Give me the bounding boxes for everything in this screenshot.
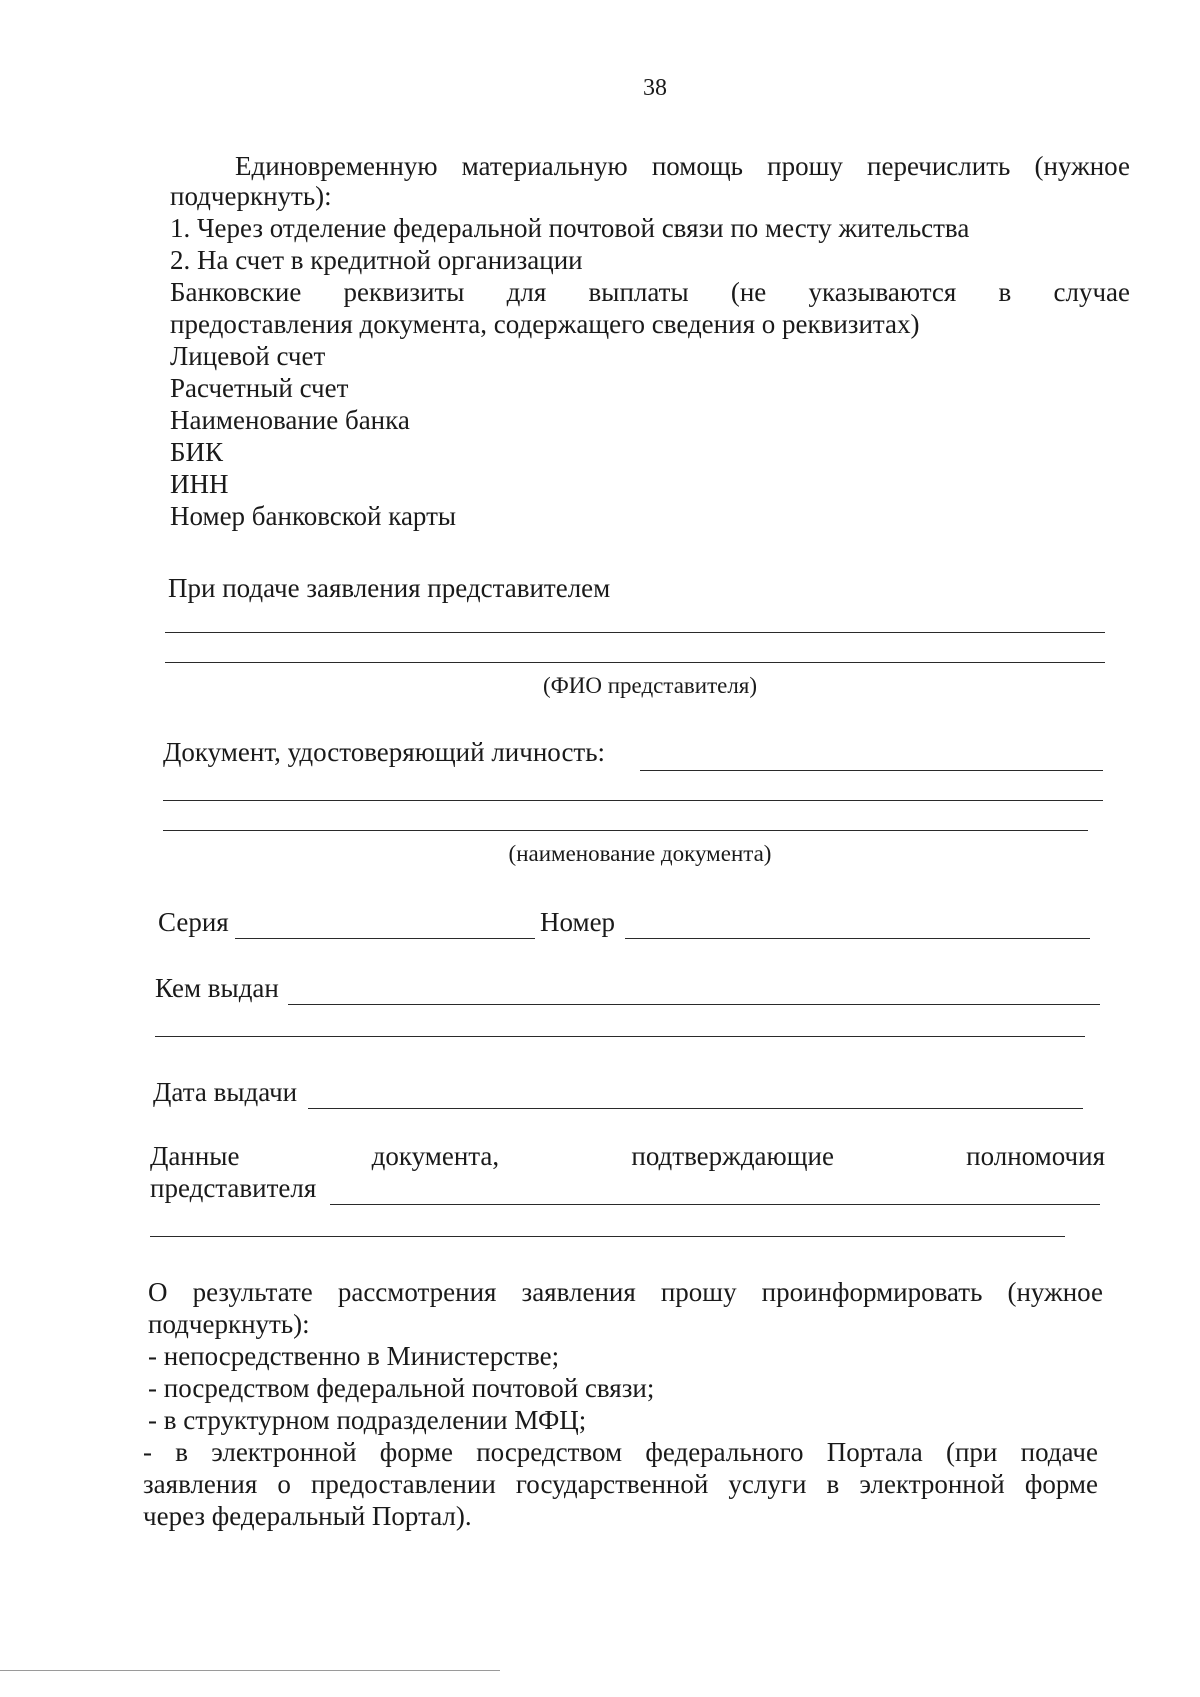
payment-intro — [235, 150, 1130, 182]
payment-intro-line1: Единовременную материальную помощь прошу перечислить (нужное — [235, 151, 1130, 181]
authority-document — [150, 1140, 1105, 1172]
id-document-line-3[interactable] — [163, 830, 1088, 831]
bank-details-note-line1: Банковские реквизиты для выплаты (не указываются в случае — [170, 277, 1130, 307]
issued-by-label: Кем выдан — [155, 973, 279, 1003]
authority-line-2[interactable] — [150, 1236, 1065, 1237]
result-intro — [148, 1276, 1103, 1308]
representative-heading: При подаче заявления представителем — [168, 573, 611, 603]
id-document-label: Документ, удостоверяющий личность: — [163, 737, 606, 767]
bank-details-note — [170, 276, 1130, 308]
fio-line-1[interactable] — [165, 632, 1105, 633]
fio-caption: (ФИО представителя) — [542, 673, 758, 698]
series-line[interactable] — [235, 938, 535, 939]
series-label: Серия — [158, 907, 229, 937]
authority-line-1[interactable] — [330, 1204, 1100, 1205]
page-bottom-rule — [0, 1670, 500, 1671]
settlement-account-label: Расчетный счет — [170, 373, 349, 403]
number-line[interactable] — [625, 938, 1090, 939]
fio-line-2[interactable] — [165, 662, 1105, 663]
issued-by-line-1[interactable] — [288, 1004, 1100, 1005]
issued-by-line-2[interactable] — [155, 1036, 1085, 1037]
doc-name-caption: (наименование документа) — [508, 841, 772, 866]
result-option-ministry: - непосредственно в Министерстве; — [148, 1341, 560, 1371]
result-option-post: - посредством федеральной почтовой связи; — [148, 1373, 655, 1403]
bank-details-note-line2: предоставления документа, содержащего сведения о реквизитах) — [170, 309, 920, 339]
result-intro-line2: подчеркнуть): — [148, 1309, 310, 1339]
card-number-label: Номер банковской карты — [170, 501, 457, 531]
id-document-line-1[interactable] — [640, 770, 1103, 771]
personal-account-label: Лицевой счет — [170, 341, 326, 371]
number-label: Номер — [540, 907, 616, 937]
issue-date-line[interactable] — [308, 1108, 1083, 1109]
result-option-mfc: - в структурном подразделении МФЦ; — [148, 1405, 587, 1435]
authority-line1: Данные документа, подтверждающие полномочия — [150, 1141, 1105, 1171]
page-number: 38 — [643, 75, 667, 101]
id-document-line-2[interactable] — [163, 800, 1103, 801]
issue-date-label: Дата выдачи — [153, 1077, 298, 1107]
authority-line2: представителя — [150, 1173, 317, 1203]
payment-option-bank: 2. На счет в кредитной организации — [170, 245, 583, 275]
payment-intro-line2: подчеркнуть): — [170, 181, 332, 211]
result-option-portal — [143, 1436, 1098, 1468]
result-portal-line3: через федеральный Портал). — [143, 1501, 472, 1531]
result-portal-line2: заявления о предоставлении государственной услуги в электронной форме — [143, 1469, 1098, 1499]
payment-option-post: 1. Через отделение федеральной почтовой связи по месту жительства — [170, 213, 970, 243]
result-intro-line1: О результате рассмотрения заявления прошу проинформировать (нужное — [148, 1277, 1103, 1307]
inn-label: ИНН — [170, 469, 229, 499]
bik-label: БИК — [170, 437, 224, 467]
bank-name-label: Наименование банка — [170, 405, 410, 435]
result-portal-line1: - в электронной форме посредством федерального Портала (при подаче — [143, 1437, 1098, 1467]
result-portal-cont — [143, 1468, 1098, 1500]
